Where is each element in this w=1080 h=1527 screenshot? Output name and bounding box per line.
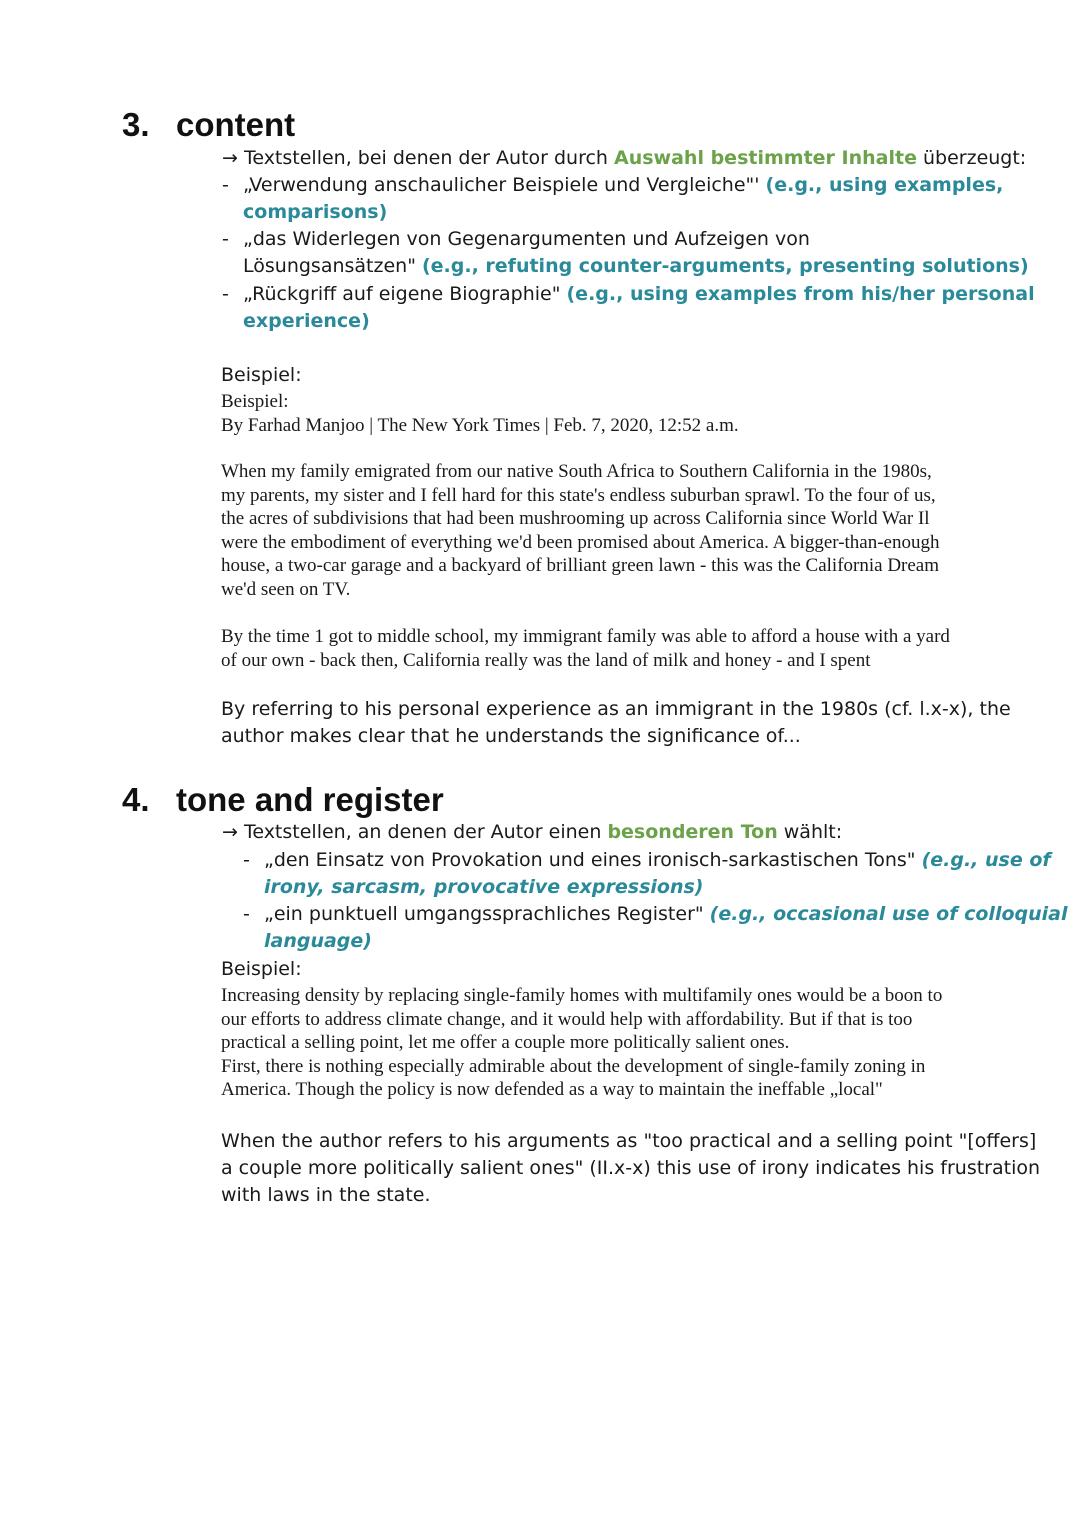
paragraph-line: of our own - back then, California really was the land of milk and honey - and I spent [221,649,871,671]
bullet-de-text: „Verwendung anschaulicher Beispiele und Vergleiche"' [243,174,766,196]
bullet-dash: - [222,283,229,305]
article-paragraph-1 [221,460,940,601]
paragraph-line: When my family emigrated from our native South Africa to Southern California in the 1980s, [221,461,932,482]
article-excerpt-header [221,390,739,437]
section-3-number: 3. [122,106,150,143]
analysis-line: When the author refers to his arguments as "too practical and a selling point "[offers] [221,1130,1037,1152]
section-3-bullet-1 [222,172,1004,226]
section-4-analysis [221,1128,1040,1209]
excerpt-line: Increasing density by replacing single-family homes with multifamily ones would be a boon to [221,985,943,1006]
analysis-line: with laws in the state. [221,1184,431,1206]
bullet-en-text: comparisons) [243,201,388,223]
bullet-en-text: language) [264,930,372,952]
bullet-de-text: Lösungsansätzen" [243,255,422,277]
bullet-en-text: experience) [243,310,370,332]
intro-highlight: Auswahl bestimmter Inhalte [614,147,917,169]
bullet-en-text: (e.g., refuting counter-arguments, presenting solutions) [421,255,1029,277]
bullet-de-text: „das Widerlegen von Gegenargumenten und Aufzeigen von [243,228,810,250]
bullet-en-text: (e.g., using examples, [765,174,1004,196]
bullet-dash: - [222,228,229,250]
excerpt-line: our efforts to address climate change, and it would help with affordability. But if that is too [221,1008,913,1030]
bullet-en-text: (e.g., using examples from his/her personal [566,283,1035,305]
section-3-bullet-3 [222,281,1035,335]
analysis-line: author makes clear that he understands the significance of... [221,725,801,747]
bullet-dash: - [243,903,250,925]
bullet-de-text: „ein punktuell umgangssprachliches Register" [264,903,710,925]
analysis-line: By referring to his personal experience as an immigrant in the 1980s (cf. l.x-x), the [221,698,1011,720]
section-4-bullet-1 [243,847,1051,901]
section-3-heading [122,106,295,144]
byline: By Farhad Manjoo | The New York Times | Feb. 7, 2020, 12:52 a.m. [221,414,739,436]
paragraph-line: the acres of subdivisions that had been mushrooming up across California since World War Il [221,508,930,529]
bullet-de-text: „den Einsatz von Provokation und eines ironisch-sarkastischen Tons" [264,849,922,871]
paragraph-line: my parents, my sister and I fell hard for this state's endless suburban sprawl. To the four of us, [221,484,936,506]
section-3-bullet-2 [222,226,1029,280]
bullet-dash: - [222,174,229,196]
bullet-dash: - [243,849,250,871]
paragraph-line: By the time 1 got to middle school, my immigrant family was able to afford a house with a yard [221,626,950,647]
analysis-line: a couple more politically salient ones" (II.x-x) this use of irony indicates his frustration [221,1157,1041,1179]
intro-prefix: → Textstellen, bei denen der Autor durch [222,147,615,169]
bullet-de-text: „Rückgriff auf eigene Biographie" [243,283,567,305]
bullet-en-text: irony, sarcasm, provocative expressions) [264,876,704,898]
excerpt-line: practical a selling point, let me offer a couple more politically salient ones. [221,1032,790,1053]
section-4-intro [222,819,842,846]
section-3-analysis [221,696,1011,750]
example-label: Beispiel: [221,364,302,386]
article-paragraph-2 [221,625,950,672]
intro-prefix: → Textstellen, an denen der Autor einen [222,821,608,843]
section-4-heading [122,781,444,819]
section-4-number: 4. [122,781,150,818]
section-4-example-label: Beispiel: [221,958,302,980]
intro-suffix: überzeugt: [916,147,1027,169]
excerpt-label: Beispiel: [221,391,289,412]
paragraph-line: were the embodiment of everything we'd been promised about America. A bigger-than-enough [221,531,940,553]
paragraph-line: house, a two-car garage and a backyard of brilliant green lawn - this was the California Dream [221,555,940,576]
section-3-title: content [176,106,296,143]
bullet-en-text: (e.g., occasional use of colloquial [709,903,1068,925]
excerpt-line: America. Though the policy is now defended as a way to maintain the ineffable „local" [221,1079,883,1100]
section-4-bullet-2 [243,901,1068,955]
intro-highlight: besonderen Ton [607,821,778,843]
section-4-title: tone and register [176,781,444,818]
section-4-excerpt [221,984,942,1102]
paragraph-line: we'd seen on TV. [221,578,351,600]
intro-suffix: wählt: [777,821,843,843]
bullet-en-text: (e.g., use of [921,849,1051,871]
section-3-intro [222,145,1026,172]
excerpt-line: First, there is nothing especially admirable about the development of single-family zoning in [221,1055,926,1077]
